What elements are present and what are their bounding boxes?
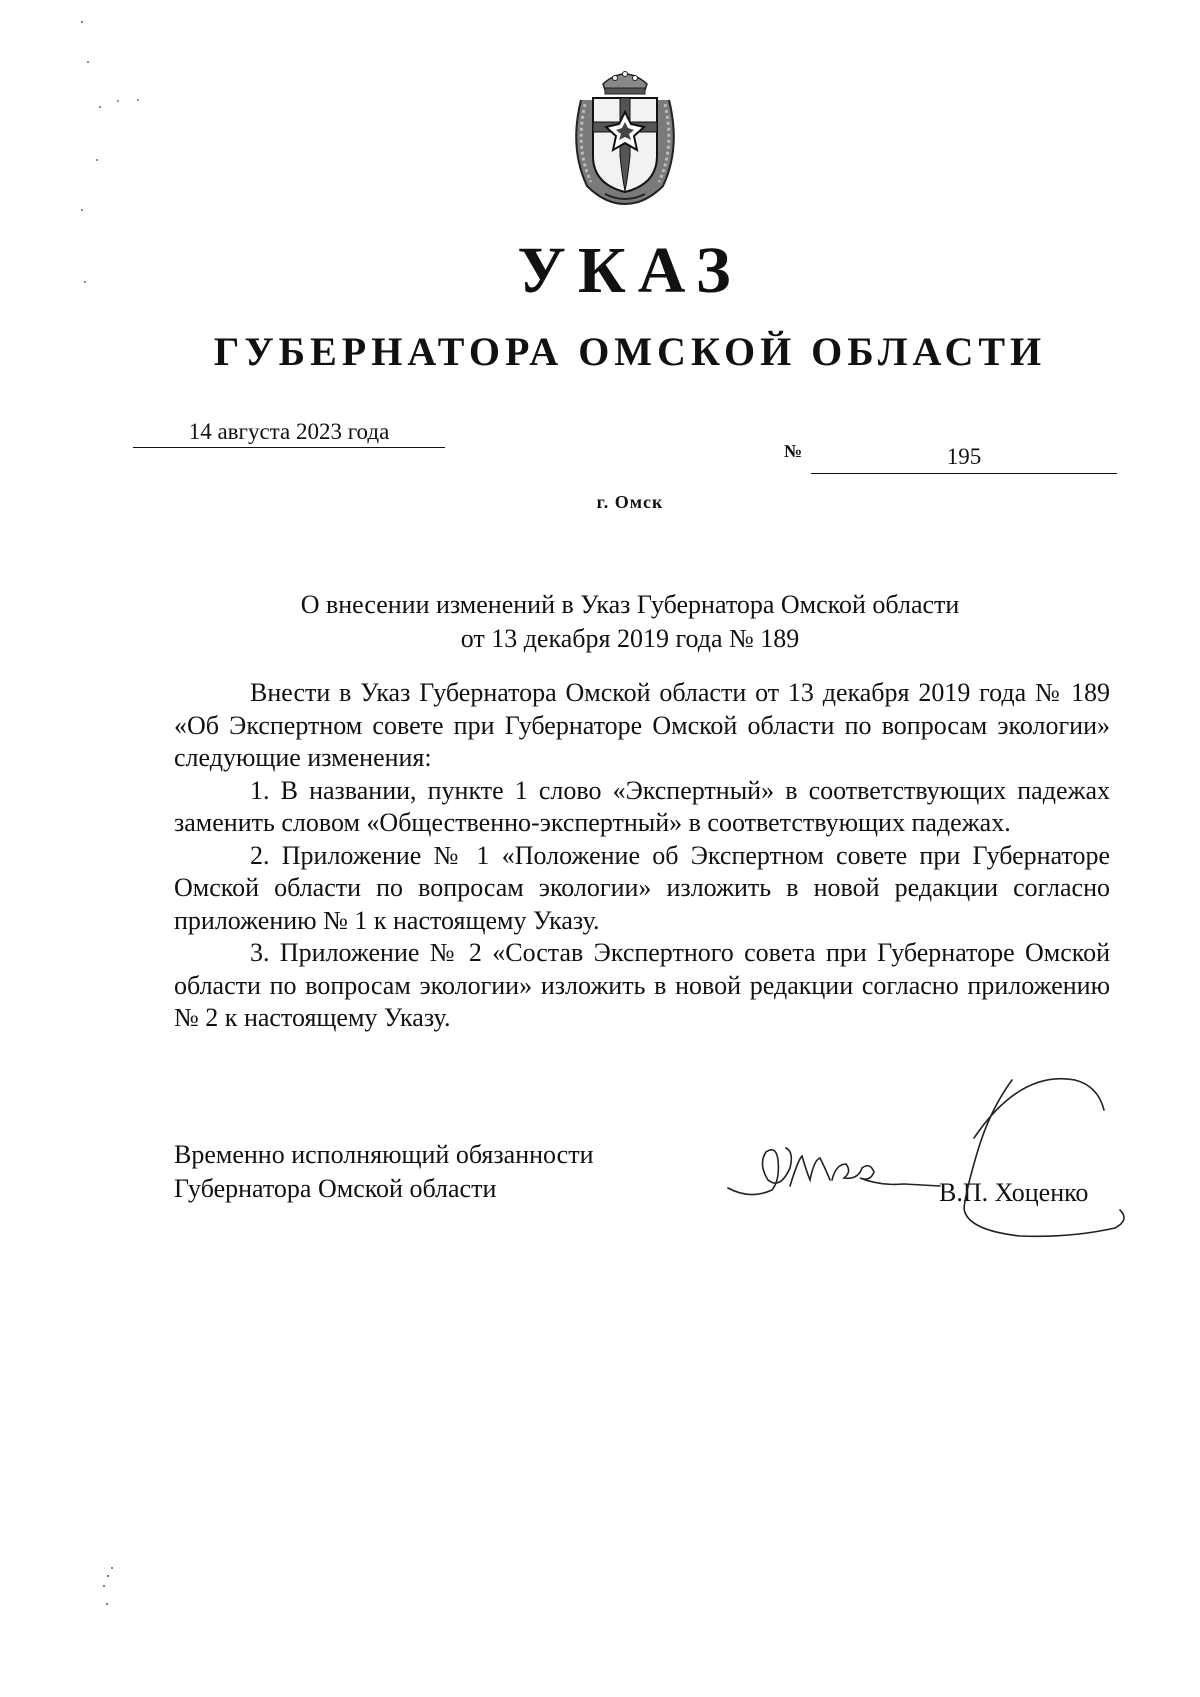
omsk-coat-of-arms-icon: [565, 58, 685, 208]
date-underline: [133, 447, 445, 448]
number-label: №: [784, 441, 803, 461]
document-number: 195: [946, 444, 982, 469]
signer-name: В.П. Хоценко: [939, 1178, 1089, 1207]
signatory-position: [174, 1138, 594, 1206]
number-underline: [811, 473, 1117, 474]
document-subtitle: ГУБЕРНАТОРА ОМСКОЙ ОБЛАСТИ: [213, 329, 1047, 374]
body-paragraph: Внести в Указ Губернатора Омской области от 13 декабря 2019 года № 189 «Об Экспертном совете при Губернаторе Омской области по вопросам экологии» следующие изменения:: [174, 678, 1110, 772]
heading-line: от 13 декабря 2019 года № 189: [460, 624, 800, 653]
document-date: 14 августа 2023 года: [188, 419, 390, 444]
document-heading: [0, 588, 1200, 656]
document-title: УКАЗ: [517, 234, 743, 307]
document-city: г. Омск: [596, 492, 664, 512]
document-body: [174, 677, 1110, 1035]
signatory-position-line: Губернатора Омской области: [174, 1174, 497, 1203]
body-paragraph: 2. Приложение № 1 «Положение об Экспертном совете при Губернаторе Омской области по вопросам экологии» изложить в новой редакции согласно приложению № 1 к настоящему Указу.: [174, 840, 1110, 935]
body-paragraph: 3. Приложение № 2 «Состав Экспертного совета при Губернаторе Омской области по вопросам экологии» изложить в новой редакции согласно приложению № 2 к настоящему Указу.: [174, 938, 1110, 1032]
body-paragraph: 1. В названии, пункте 1 слово «Экспертный» в соответствующих падежах заменить словом «Общественно-экспертный» в соответствующих падежах.: [174, 775, 1110, 837]
handwritten-signature-icon: [720, 1040, 1130, 1240]
signatory-position-line: Временно исполняющий обязанности: [174, 1140, 594, 1169]
heading-line: О внесении изменений в Указ Губернатора Омской области: [300, 590, 960, 619]
